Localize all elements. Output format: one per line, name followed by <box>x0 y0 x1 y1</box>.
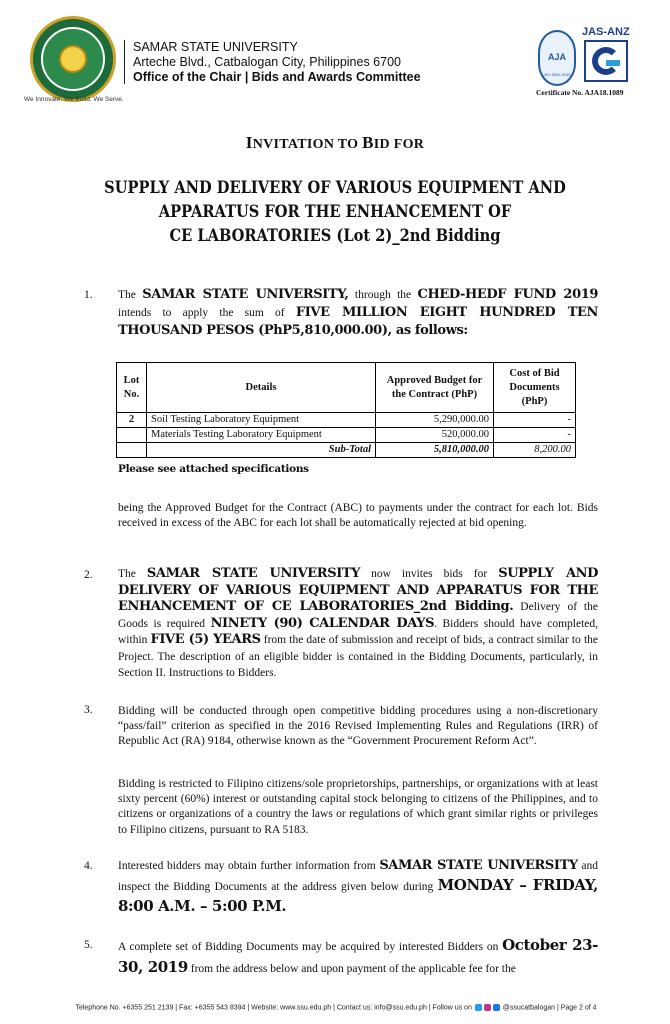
footer-handle-page: @ssucatbalogan | Page 2 of 4 <box>502 1004 597 1012</box>
paragraph-5: A complete set of Bidding Documents may be acquired by interested Bidders on October 23-30, 2019 from the address below and upon payment of the applicable fee for the <box>118 936 598 976</box>
table-row: Materials Testing Laboratory Equipment 520,000.00 - <box>117 428 576 443</box>
item-number: 3. <box>84 704 93 716</box>
certificate-number: Certificate No. AJA18.1089 <box>536 88 624 97</box>
col-details: Details <box>147 363 376 413</box>
specifications-note: Please see attached specifications <box>118 463 309 475</box>
paragraph-3a: Bidding will be conducted through open competitive bidding procedures using a non-discretionary “pass/fail” criterion as specified in the 2016 Revised Implementing Rules and Regulations (IRR) of Republic Act (RA) 9184, otherwise known as the “Government Procurement Reform Act”. <box>118 705 598 748</box>
university-address: Arteche Blvd., Catbalogan City, Philippines 6700 <box>133 55 401 69</box>
table-row: Sub-Total 5,810,000.00 8,200.00 <box>117 443 576 458</box>
table-row: 2 Soil Testing Laboratory Equipment 5,290,000.00 - <box>117 413 576 428</box>
footer-contacts: Telephone No. +6355 251 2139 | Fax: +6355 543 8394 | Website: www.ssu.edu.ph | Contact us: info@ssu.edu.ph | Follow us on <box>75 1004 472 1012</box>
instagram-icon[interactable] <box>484 1004 491 1011</box>
item-number: 2. <box>84 569 93 581</box>
page-footer <box>36 1004 636 1011</box>
header-text <box>133 40 421 85</box>
twitter-icon[interactable] <box>475 1004 482 1011</box>
col-cost: Cost of Bid Documents (PhP) <box>494 363 576 413</box>
paragraph-3b: Bidding is restricted to Filipino citizens/sole proprietorships, partnerships, or organizations with at least sixty percent (60%) interest or outstanding capital stock belonging to citizens of the Philippines, and to citizens or organizations of a country the laws or regulations of which grant similar rights or privileges to Filipino citizens, pursuant to RA 5183. <box>118 778 598 836</box>
col-lot: Lot No. <box>117 363 147 413</box>
university-name: SAMAR STATE UNIVERSITY <box>133 40 298 54</box>
jas-anz-label: JAS-ANZ <box>582 26 630 38</box>
header-divider <box>124 40 125 84</box>
project-title: SUPPLY AND DELIVERY OF VARIOUS EQUIPMENT AND APPARATUS FOR THE ENHANCEMENT OF CE LABORATORIES (Lot 2)_2nd Bidding <box>104 178 566 246</box>
budget-table <box>116 362 576 458</box>
aja-registrar-logo: AJA ISO 9001:2015 <box>538 30 576 86</box>
paragraph-1: The SAMAR STATE UNIVERSITY, through the CHED-HEDF FUND 2019 intends to apply the sum of FIVE MILLION EIGHT HUNDRED TEN THOUSAND PESOS (PhP5,810,000.00), as follows: <box>118 287 599 338</box>
jas-anz-logo <box>584 40 628 82</box>
facebook-icon[interactable] <box>493 1004 500 1011</box>
invitation-heading: INVITATION TO BID FOR <box>245 133 425 152</box>
tagline: We Innovate. We Build. We Serve. <box>24 96 124 103</box>
col-abc: Approved Budget for the Contract (PhP) <box>376 363 494 413</box>
item-number: 5. <box>84 939 93 951</box>
item-number: 1. <box>84 289 93 301</box>
paragraph-4: Interested bidders may obtain further information from SAMAR STATE UNIVERSITY and inspect the Bidding Documents at the address given below during MONDAY – FRIDAY, 8:00 A.M. – 5:00 P.M. <box>118 858 599 915</box>
paragraph-1b: being the Approved Budget for the Contract (ABC) to payments under the contract for each lot. Bids received in excess of the ABC for each lot shall be automatically rejected at bid opening. <box>118 502 598 530</box>
office-name: Office of the Chair | Bids and Awards Committee <box>133 70 421 84</box>
item-number: 4. <box>84 860 93 872</box>
paragraph-2: The SAMAR STATE UNIVERSITY now invites bids for SUPPLY AND DELIVERY OF VARIOUS EQUIPMENT AND APPARATUS FOR THE ENHANCEMENT OF CE LABORATORIES_2nd Bidding. Delivery of the Goods is required NINETY (90) CALENDAR DAYS. Bidders should have completed, within FIVE (5) YEARS from the date of submission and receipt of bids, a contract similar to the Project. The description of an eligible bidder is contained in the Bidding Documents, particularly, in Section II. Instructions to Bidders. <box>118 566 598 679</box>
university-seal-logo <box>30 16 116 102</box>
